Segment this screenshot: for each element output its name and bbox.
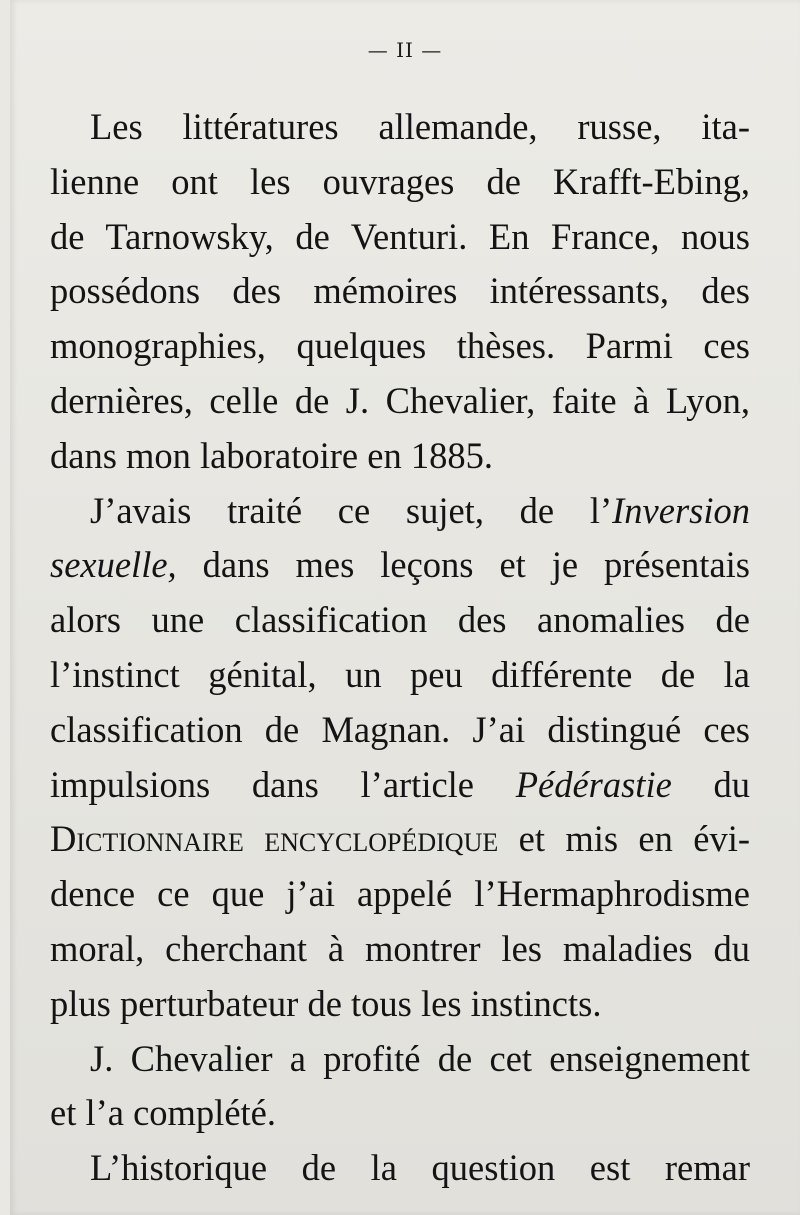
text-run: dence ce que j’ai appelé l’Hermaphrodisme [50,873,750,915]
text-line [50,155,750,210]
text-run: impulsions dans l’article [50,763,516,805]
text-line [50,648,750,703]
text-run: de Tarnowsky, de Venturi. En France, nous [50,215,750,257]
book-page [10,0,800,1215]
text-run: Les littératures allemande, russe, ita- [90,106,750,147]
text-line [50,758,750,813]
text-line [50,1141,750,1196]
text-run: alors une classification des anomalies de [50,599,750,641]
text-run: Inversion [612,489,750,531]
text-line [50,484,750,539]
text-line [50,210,750,265]
text-line [50,867,750,922]
text-line [50,100,750,155]
text-run: dans mes leçons et je présentais [176,544,750,586]
text-line [50,374,750,429]
text-run: Dictionnaire encyclopédique [50,818,499,860]
text-line [50,922,750,977]
text-line [50,264,750,319]
paragraph [50,100,750,484]
text-line [50,429,750,484]
text-line [50,1032,750,1087]
text-run: lienne ont les ouvrages de Krafft-Ebing, [50,160,750,202]
text-line [50,703,750,758]
text-run: et mis en évi- [498,818,750,860]
text-line [50,977,750,1032]
paragraph [50,484,750,1032]
text-run: L’historique de la question est remar [90,1147,750,1189]
text-run: monographies, quelques thèses. Parmi ces [50,325,750,367]
paragraph [50,1141,750,1196]
text-line [50,319,750,374]
text-run: plus perturbateur de tous les instincts. [50,982,602,1024]
text-run: et l’a complété. [50,1092,276,1134]
page-number: — II — [367,38,443,62]
text-run: classification de Magnan. J’ai distingué ces [50,708,750,750]
text-run: du [671,763,750,805]
text-run: sexuelle, [50,544,177,586]
text-run: moral, cherchant à montrer les maladies du [50,927,750,969]
text-line [50,812,750,867]
text-run: J. Chevalier a profité de cet enseignement [90,1037,750,1079]
text-line [50,593,750,648]
text-run: dernières, celle de J. Chevalier, faite à Lyon, [50,379,750,421]
text-run: dans mon laboratoire en 1885. [50,434,493,476]
text-run: J’avais traité ce sujet, de l’ [90,489,613,531]
body-text [50,100,750,1196]
text-line [50,538,750,593]
text-line [50,1086,750,1141]
text-run: possédons des mémoires intéressants, des [50,270,750,312]
text-run: Pédérastie [515,763,672,805]
paragraph [50,1032,750,1142]
text-run: l’instinct génital, un peu différente de la [50,653,750,695]
